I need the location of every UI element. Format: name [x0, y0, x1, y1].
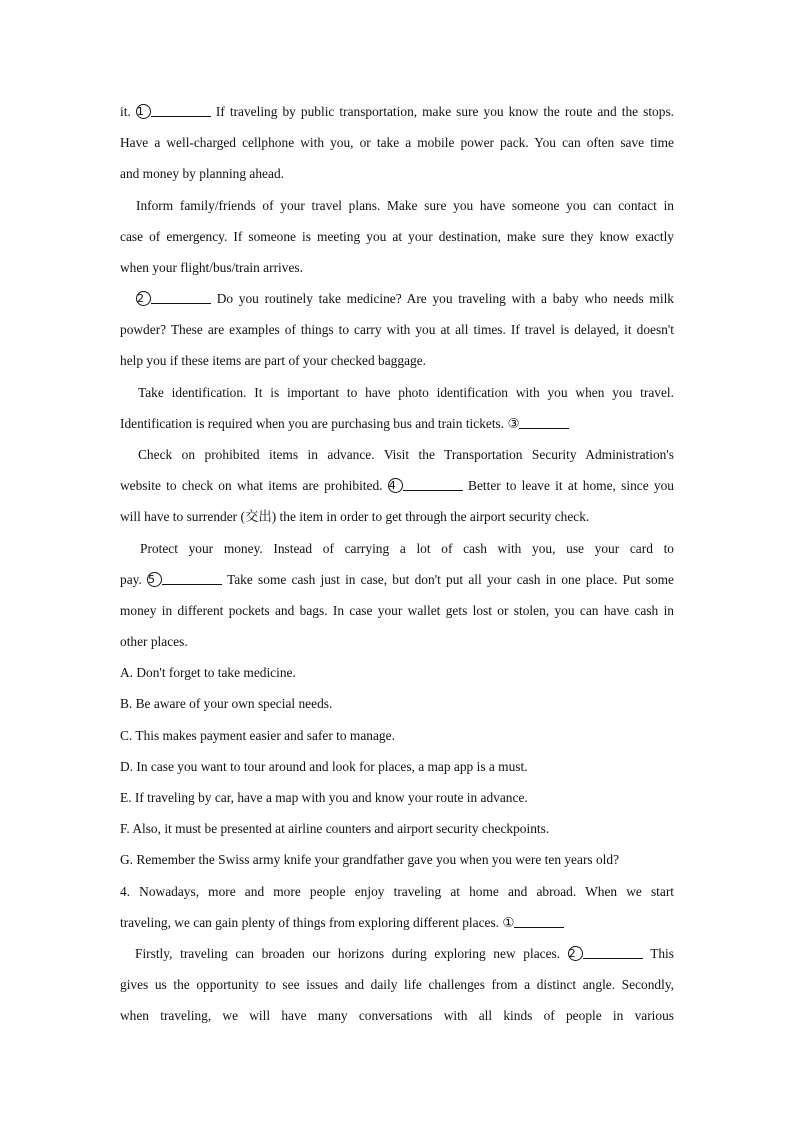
paragraph-line: [120, 913, 674, 933]
paragraph-line: [136, 289, 674, 309]
option-b: B. Be aware of your own special needs.: [120, 696, 333, 711]
paragraph-line: Take identification. It is important to have photo identification with you when you travel.: [138, 385, 674, 400]
answer-blank: [519, 416, 569, 429]
paragraph-line: when your flight/bus/train arrives.: [120, 260, 303, 275]
paragraph-line: when traveling, we will have many conversations with all kinds of people in various: [120, 1008, 674, 1023]
paragraph-line: gives us the opportunity to see issues and daily life challenges from a distinct angle. Secondly,: [120, 977, 674, 992]
answer-blank: [583, 946, 643, 959]
paragraph-line: Protect your money. Instead of carrying a lot of cash with you, use your card to: [140, 541, 674, 556]
answer-blank: [403, 478, 463, 491]
option-e: E. If traveling by car, have a map with you and know your route in advance.: [120, 790, 528, 805]
text-segment: If traveling by public transportation, make sure you know the route and the stops.: [215, 104, 674, 119]
paragraph-line: money in different pockets and bags. In case your wallet gets lost or stolen, you can have cash in: [120, 603, 674, 618]
paragraph-line: Inform family/friends of your travel plans. Make sure you have someone you can contact in: [136, 198, 674, 213]
paragraph-line: 4. Nowadays, more and more people enjoy traveling at home and abroad. When we start: [120, 884, 674, 899]
paragraph-line: [120, 570, 674, 590]
text-segment: traveling, we can gain plenty of things from exploring different places. ①: [120, 915, 515, 930]
option-a: A. Don't forget to take medicine.: [120, 665, 296, 680]
text-segment: website to check on what items are prohibited.: [120, 478, 383, 493]
text-segment: Take some cash just in case, but don't put all your cash in one place. Put some: [227, 572, 674, 587]
question-number-circle: 2: [136, 291, 151, 306]
option-c: C. This makes payment easier and safer to manage.: [120, 728, 395, 743]
paragraph-line: [120, 414, 674, 434]
text-segment: it.: [120, 104, 131, 119]
text-segment: This: [650, 946, 674, 961]
paragraph-line: powder? These are examples of things to carry with you at all times. If travel is delayed, it doesn't: [120, 322, 674, 337]
answer-blank: [151, 104, 211, 117]
option-g: G. Remember the Swiss army knife your grandfather gave you when you were ten years old?: [120, 852, 620, 867]
paragraph-line: [120, 476, 674, 496]
question-number-circle: 2: [568, 946, 583, 961]
option-f: F. Also, it must be presented at airline counters and airport security checkpoints.: [120, 821, 550, 836]
question-number-circle: 1: [136, 104, 151, 119]
question-number-circle: 5: [147, 572, 162, 587]
text-segment: Better to leave it at home, since you: [468, 478, 674, 493]
paragraph-line: [120, 102, 674, 122]
option-d: D. In case you want to tour around and look for places, a map app is a must.: [120, 759, 528, 774]
text-segment: Firstly, traveling can broaden our horizons during exploring new places.: [135, 946, 561, 961]
question-number-circle: 4: [388, 478, 403, 493]
text-segment: pay.: [120, 572, 142, 587]
text-segment: Identification is required when you are purchasing bus and train tickets. ③: [120, 416, 520, 431]
answer-blank: [514, 915, 564, 928]
answer-blank: [151, 291, 211, 304]
paragraph-line: Check on prohibited items in advance. Visit the Transportation Security Administration's: [138, 447, 674, 462]
paragraph-line: and money by planning ahead.: [120, 166, 284, 181]
paragraph-line: [135, 944, 674, 964]
paragraph-line: help you if these items are part of your checked baggage.: [120, 353, 427, 368]
answer-blank: [162, 572, 222, 585]
paragraph-line: case of emergency. If someone is meeting you at your destination, make sure they know exactly: [120, 229, 674, 244]
paragraph-line: will have to surrender (交出) the item in order to get through the airport security check.: [120, 509, 590, 524]
paragraph-line: Have a well-charged cellphone with you, or take a mobile power pack. You can often save time: [120, 135, 674, 150]
text-segment: Do you routinely take medicine? Are you traveling with a baby who needs milk: [216, 291, 674, 306]
paragraph-line: other places.: [120, 634, 188, 649]
